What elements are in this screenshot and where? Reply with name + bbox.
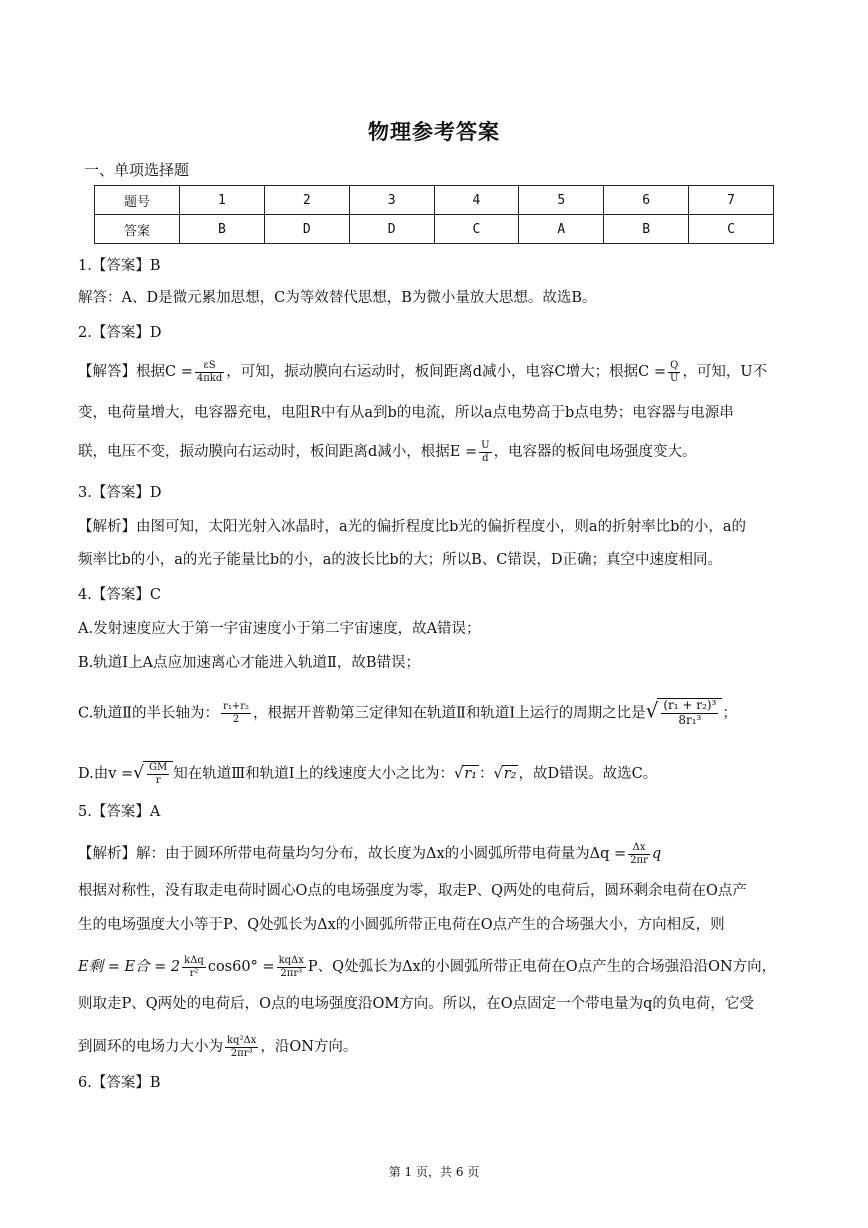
table-answer-label: 答案: [95, 215, 180, 244]
q5-text-d: cos60° =: [207, 959, 275, 975]
table-cell: D: [349, 215, 434, 244]
frac-num: (r₁ + r₂)³: [663, 698, 717, 712]
page-footer: 第 1 页，共 6 页: [388, 1165, 480, 1179]
q3-line1: 【解析】由图可知，太阳光射入冰晶时，a光的偏折程度比b光的偏折程度小，则a的折射率比b的小，a的: [78, 519, 746, 535]
q4-d-text-c: ，故D错误。故选C。: [518, 766, 658, 782]
table-cell: C: [434, 215, 519, 244]
q3-answer-head: 3.【答案】D: [78, 485, 162, 501]
q5-line4: [78, 955, 776, 979]
frac-den: 2πr³: [230, 1047, 253, 1059]
frac-den: 4πkd: [196, 372, 223, 384]
table-cell: 6: [604, 186, 689, 215]
sqrt-sign-icon: √: [645, 698, 659, 723]
net-field-formula: [277, 955, 306, 979]
q2-line2: 变，电荷量增大，电容器充电，电阻R中有从a到b的电流，所以a点电势高于b点电势；电容器与电源串: [78, 405, 734, 421]
table-cell: D: [264, 215, 349, 244]
q4-d-text-a: D.由v =: [78, 766, 134, 782]
frac-den: 2: [232, 713, 240, 725]
q5-line6: [78, 1035, 357, 1059]
frac-den: r²: [189, 967, 199, 979]
table-cell: 1: [180, 186, 265, 215]
q5-text-g: ，沿ON方向。: [260, 1039, 358, 1055]
frac-num: kΔq: [184, 955, 204, 966]
table-cell: 2: [264, 186, 349, 215]
q5-line1: [78, 842, 661, 866]
table-row-numbers: [95, 186, 774, 215]
q5-text-b: q: [651, 846, 662, 862]
frac-num: kq²Δx: [227, 1035, 257, 1046]
page-title: 物理参考答案: [368, 119, 500, 144]
q4-d-text-b: 知在轨道Ⅲ和轨道Ⅰ上的线速度大小之比为：: [173, 766, 454, 782]
q3-line2: 频率比b的小，a的光子能量比b的小，a的波长比b的大；所以B、C错误，D正确；真空中速度相同。: [78, 552, 723, 568]
sqrt-sign-icon: √: [133, 763, 145, 783]
q4-c-text-b: ，根据开普勒第三定律知在轨道Ⅱ和轨道Ⅰ上运行的周期之比是: [253, 705, 646, 722]
q5-line5: 则取走P、Q两处的电荷后，O点的电场强度沿OM方向。所以，在O点固定一个带电量为q的负电荷，它受: [78, 996, 754, 1012]
frac-num: Q: [668, 360, 680, 373]
q6-answer-head: 6.【答案】B: [78, 1075, 161, 1091]
q4-option-b: B.轨道Ⅰ上A点应加速离心才能进入轨道Ⅱ，故B错误；: [78, 655, 420, 671]
ratio-r2: r₂: [503, 766, 517, 782]
velocity-formula: [147, 762, 169, 786]
q2-text-e: ，电容器的板间电场强度变大。: [493, 444, 697, 460]
q5-text-c: E剩 = E合 = 2: [78, 959, 181, 975]
frac-den: r: [155, 774, 161, 786]
q5-line3: 生的电场强度大小等于P、Q处弧长为Δx的小圆弧所带正电荷在O点产生的合场强大小，方向相反，则: [78, 917, 725, 933]
q2-text-a: 【解答】根据C =: [78, 364, 193, 380]
section-heading: 一、单项选择题: [84, 161, 190, 179]
period-ratio-radicand: [657, 698, 722, 728]
frac-den: U: [670, 372, 679, 384]
q4-option-a: A.发射速度应大于第一宇宙速度小于第二宇宙速度，故A错误；: [78, 621, 481, 637]
table-row-answers: [95, 215, 774, 244]
q4-c-text-c: ；: [722, 705, 737, 722]
q1-answer-head: 1.【答案】B: [78, 258, 161, 274]
q5-line2: 根据对称性，没有取走电荷时圆心O点的电场强度为零，取走P、Q两处的电荷后，圆环剩余电荷在O点产: [78, 883, 747, 899]
frac-den: 2πr³: [280, 967, 303, 979]
q2-text-d: 联，电压不变，振动膜向右运动时，板间距离d减小，根据E =: [78, 444, 478, 460]
charge-voltage-formula: [668, 360, 680, 384]
field-formula: [479, 440, 491, 464]
table-cell: 5: [519, 186, 604, 215]
answer-table: [94, 185, 774, 244]
q5-text-f: 到圆环的电场力大小为: [78, 1039, 223, 1055]
frac-num: GM: [149, 762, 168, 773]
frac-den: 2πr: [630, 854, 648, 866]
q2-text-c: ，可知，U不: [682, 364, 768, 380]
semi-major-axis-formula: [221, 701, 251, 725]
q5-text-a: 【解析】解：由于圆环所带电荷量均匀分布，故长度为Δx的小圆弧所带电荷量为Δq =: [78, 846, 627, 862]
table-cell: A: [519, 215, 604, 244]
sqrt-sign-icon: √: [493, 766, 503, 782]
q2-line3: [78, 440, 697, 464]
table-cell: B: [604, 215, 689, 244]
table-header-label: 题号: [95, 186, 180, 215]
point-charge-field-formula: [182, 955, 206, 979]
ratio-r1: r₁: [464, 766, 477, 782]
sqrt-sign-icon: √: [453, 766, 464, 782]
q4-c-text-a: C.轨道Ⅱ的半长轴为：: [78, 705, 220, 722]
q5-text-e: P、Q处弧长为Δx的小圆弧所带正电荷在O点产生的合场强沿沿ON方向，: [307, 959, 777, 975]
frac-num: U: [481, 440, 490, 451]
q4-answer-head: 4.【答案】C: [78, 587, 161, 603]
capacitance-formula: [195, 360, 224, 384]
frac-num: r₁+r₂: [223, 701, 250, 713]
ratio-separator: ：: [478, 766, 494, 782]
charge-element-formula: [628, 842, 650, 866]
period-ratio-formula: [661, 699, 718, 728]
table-cell: 7: [689, 186, 774, 215]
frac-den: 8r₁³: [678, 712, 702, 727]
q2-line1: [78, 360, 767, 384]
table-cell: B: [180, 215, 265, 244]
q4-option-d: [78, 761, 657, 786]
q4-option-c: [78, 698, 737, 728]
table-cell: 3: [349, 186, 434, 215]
q2-answer-head: 2.【答案】D: [78, 325, 162, 341]
frac-num: kqΔx: [278, 955, 304, 966]
table-cell: 4: [434, 186, 519, 215]
q2-text-b: ，可知，振动膜向右运动时，板间距离d减小，电容C增大；根据C =: [226, 364, 666, 380]
frac-num: εS: [195, 360, 224, 373]
frac-den: d: [482, 452, 489, 464]
force-formula: [225, 1035, 258, 1059]
q1-explanation: 解答：A、D是微元累加思想，C为等效替代思想，B为微小量放大思想。故选B。: [78, 290, 597, 306]
q5-answer-head: 5.【答案】A: [78, 804, 161, 820]
frac-num: Δx: [628, 842, 650, 855]
velocity-radicand: [143, 761, 173, 786]
table-cell: C: [689, 215, 774, 244]
